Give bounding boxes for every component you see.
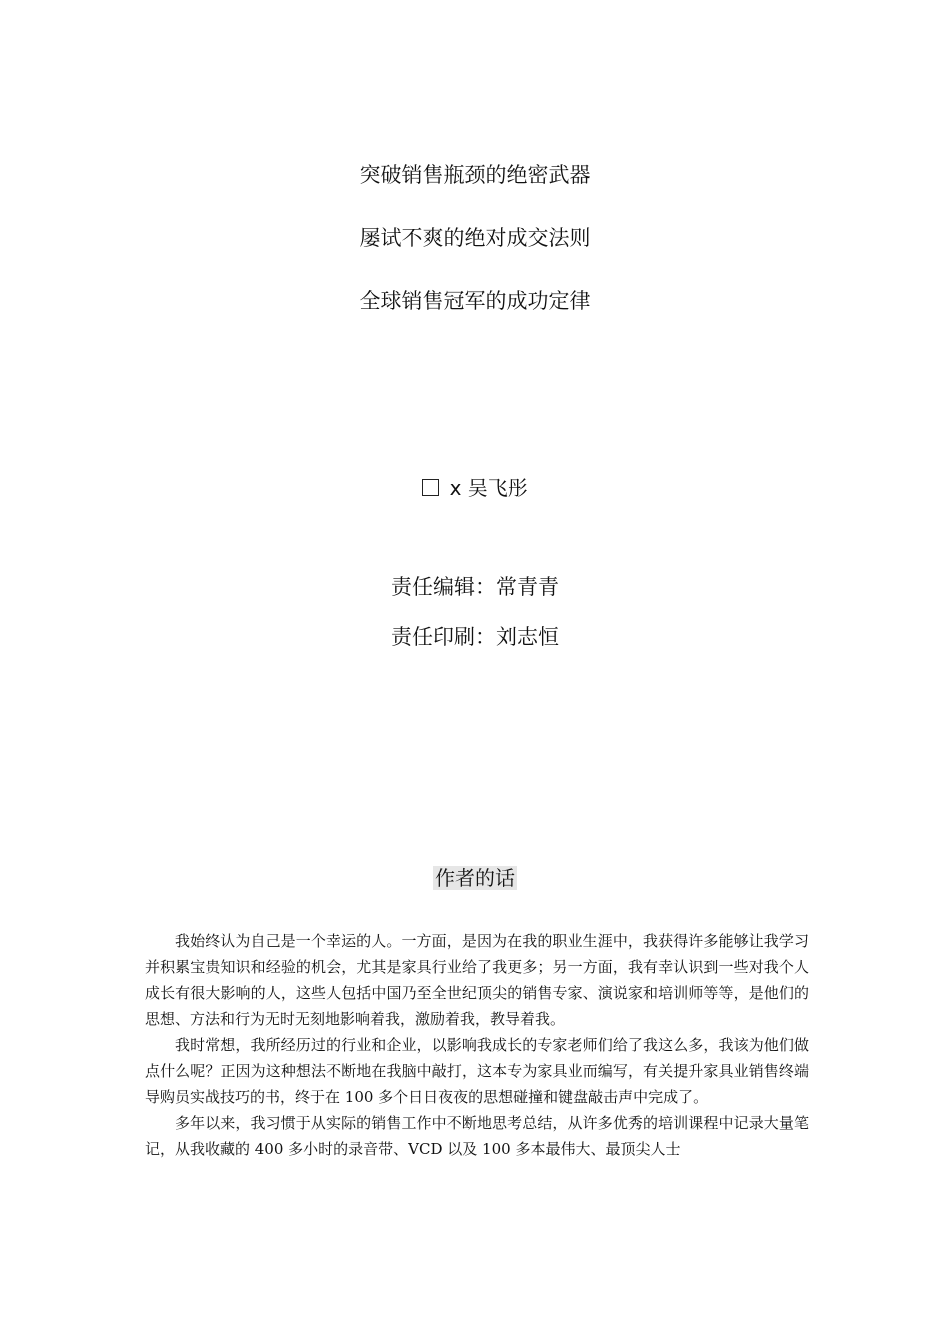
tagline-1: 突破销售瓶颈的绝密武器 <box>359 163 591 187</box>
author-marker: x <box>449 476 462 500</box>
paragraph-1: 我始终认为自己是一个幸运的人。一方面，是因为在我的职业生涯中，我获得许多能够让我学习并积累宝贵知识和经验的机会，尤其是家具行业给了我更多；另一方面，我有幸认识到一些对我个人成长有很大影响的人，这些人包括中国乃至全世纪顶尖的销售专家、演说家和培训师等等，是他们的思想、方法和行为无时无刻地影响着我，激励着我，教导着我。 <box>145 932 809 1028</box>
printing-credit: 责任印刷：刘志恒 <box>391 625 559 649</box>
author-name: 吴飞彤 <box>467 476 528 500</box>
tagline-2: 屡试不爽的绝对成交法则 <box>359 226 591 250</box>
paragraph-3: 多年以来，我习惯于从实际的销售工作中不断地思考总结，从许多优秀的培训课程中记录大量笔记，从我收藏的 400 多小时的录音带、VCD 以及 100 多本最伟大、最顶尖人士 <box>145 1114 809 1158</box>
section-title <box>0 864 950 892</box>
editor-credit: 责任编辑：常青青 <box>391 575 559 599</box>
author-line <box>0 474 950 502</box>
section-title-text: 作者的话 <box>435 866 515 890</box>
body-text <box>145 928 809 1162</box>
checkbox-square-icon <box>422 479 439 496</box>
paragraph-2: 我时常想，我所经历过的行业和企业，以影响我成长的专家老师们给了我这么多，我该为他们做点什么呢？正因为这种想法不断地在我脑中敲打，这本专为家具业而编写，有关提升家具业销售终端导购员实战技巧的书，终于在 100 多个日日夜夜的思想碰撞和键盘敲击声中完成了。 <box>145 1036 809 1106</box>
tagline-3: 全球销售冠军的成功定律 <box>359 289 591 313</box>
